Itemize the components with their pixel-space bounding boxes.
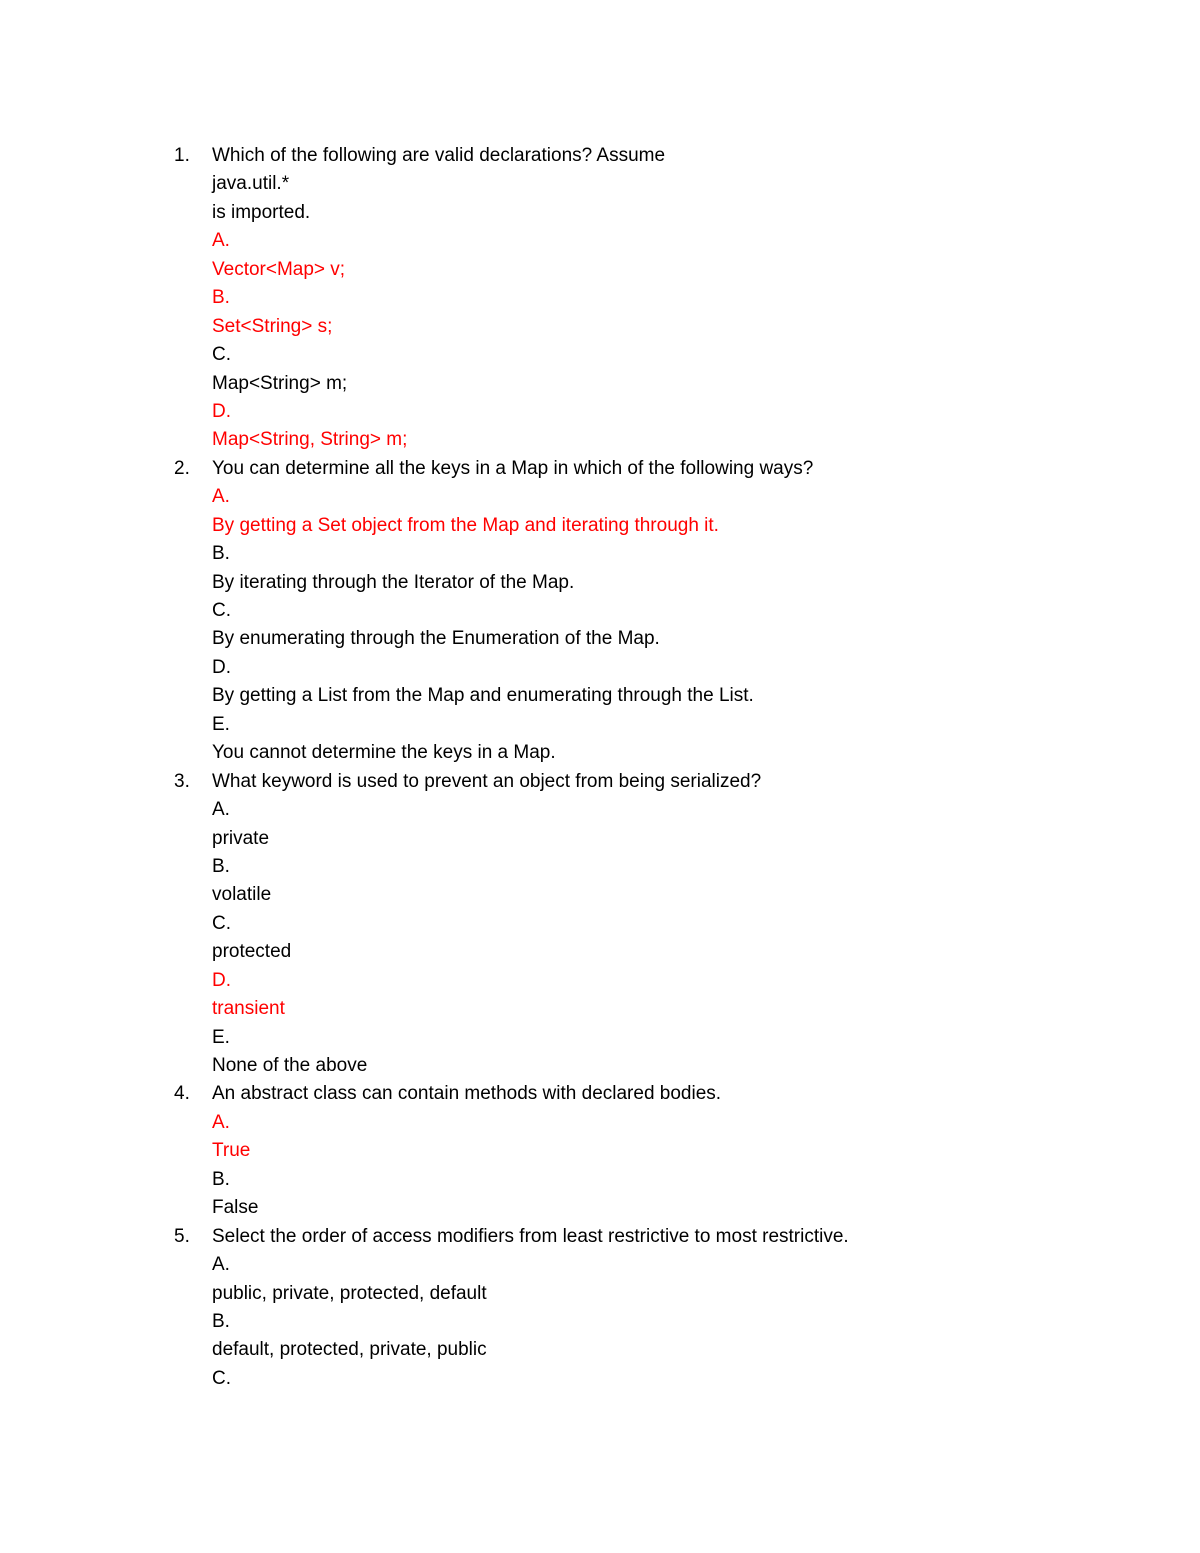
option-text: You cannot determine the keys in a Map. <box>212 742 556 764</box>
option-text-line <box>0 512 1200 540</box>
option-text-line <box>0 1137 1200 1165</box>
option-letter: D. <box>212 969 231 991</box>
question-list <box>0 142 1200 1393</box>
option-letter: B. <box>212 287 230 309</box>
option-text-line <box>0 1052 1200 1080</box>
question-item <box>0 1080 1200 1222</box>
option-letter: E. <box>212 1026 230 1048</box>
option-text-line <box>0 1280 1200 1308</box>
option-text: public, private, protected, default <box>212 1282 487 1304</box>
question-prompt-text: An abstract class can contain methods with declared bodies. <box>212 1083 722 1105</box>
question-item <box>0 455 1200 768</box>
option-text: By iterating through the Iterator of the Map. <box>212 571 575 593</box>
question-prompt-line <box>0 1223 1200 1251</box>
question-number: 1. <box>174 145 190 166</box>
option-text-line <box>0 739 1200 767</box>
option-text-line <box>0 625 1200 653</box>
option-letter-line <box>0 398 1200 426</box>
option-text-line <box>0 1194 1200 1222</box>
option-text-correct: Map<String, String> m; <box>212 429 408 451</box>
option-letter: C. <box>212 1367 231 1389</box>
question-number: 3. <box>174 770 190 792</box>
option-text-line <box>0 1336 1200 1364</box>
question-prompt-line <box>0 455 1200 483</box>
question-item <box>0 768 1200 1081</box>
question-prompt-line <box>0 170 1200 198</box>
option-text-correct: Set<String> s; <box>212 315 333 337</box>
question-item <box>0 142 1200 455</box>
option-letter-line <box>0 654 1200 682</box>
option-text-line <box>0 938 1200 966</box>
option-text-line <box>0 370 1200 398</box>
option-letter: C. <box>212 912 231 934</box>
option-text-line <box>0 313 1200 341</box>
option-text: False <box>212 1197 259 1219</box>
option-letter-line <box>0 853 1200 881</box>
option-letter-line <box>0 341 1200 369</box>
question-item <box>0 1223 1200 1394</box>
option-letter: B. <box>212 543 230 565</box>
question-prompt-text: is imported. <box>212 201 311 223</box>
question-number: 2. <box>174 457 190 479</box>
option-letter: A. <box>212 486 230 508</box>
option-text: By enumerating through the Enumeration of the Map. <box>212 628 660 650</box>
option-letter: D. <box>212 656 231 678</box>
option-letter-line <box>0 1251 1200 1279</box>
option-text: private <box>212 827 270 849</box>
question-prompt-text: What keyword is used to prevent an object from being serialized? <box>212 770 762 792</box>
question-number: 5. <box>174 1225 190 1247</box>
option-text: None of the above <box>212 1055 368 1076</box>
option-letter-line <box>0 796 1200 824</box>
question-prompt-line <box>0 1080 1200 1108</box>
option-letter-line <box>0 540 1200 568</box>
option-letter: A. <box>212 1254 230 1276</box>
question-prompt-line <box>0 199 1200 227</box>
question-number: 4. <box>174 1083 190 1105</box>
option-letter-line <box>0 910 1200 938</box>
option-letter: E. <box>212 713 230 735</box>
option-letter-line <box>0 967 1200 995</box>
option-text-line <box>0 825 1200 853</box>
option-letter: A. <box>212 799 230 821</box>
option-text: volatile <box>212 884 272 906</box>
question-prompt-text: Which of the following are valid declarations? Assume <box>212 145 666 166</box>
option-letter-line <box>0 597 1200 625</box>
option-text-line <box>0 426 1200 454</box>
option-letter: A. <box>212 230 230 252</box>
option-text-line <box>0 569 1200 597</box>
question-prompt-line <box>0 142 1200 170</box>
option-letter: C. <box>212 344 231 366</box>
option-letter: A. <box>212 1111 230 1133</box>
option-text: Map<String> m; <box>212 372 348 394</box>
option-letter: B. <box>212 1310 230 1332</box>
option-text-line <box>0 256 1200 284</box>
option-letter-line <box>0 483 1200 511</box>
option-letter-line <box>0 227 1200 255</box>
option-text-correct: transient <box>212 998 285 1020</box>
question-prompt-text: Select the order of access modifiers from least restrictive to most restrictive. <box>212 1225 849 1247</box>
option-text-correct: By getting a Set object from the Map and iterating through it. <box>212 514 719 536</box>
option-letter-line <box>0 284 1200 312</box>
option-letter: C. <box>212 600 231 621</box>
option-letter-line <box>0 711 1200 739</box>
option-letter: B. <box>212 855 230 877</box>
option-text: default, protected, private, public <box>212 1339 487 1361</box>
option-text-correct: Vector<Map> v; <box>212 258 346 280</box>
option-letter: D. <box>212 400 231 422</box>
option-text-line <box>0 881 1200 909</box>
option-text-correct: True <box>212 1140 251 1162</box>
option-text-line <box>0 682 1200 710</box>
option-text: By getting a List from the Map and enumerating through the List. <box>212 685 754 707</box>
question-prompt-text: You can determine all the keys in a Map in which of the following ways? <box>212 457 814 479</box>
question-prompt-line <box>0 768 1200 796</box>
option-letter: B. <box>212 1168 230 1190</box>
option-letter-line <box>0 1308 1200 1336</box>
question-prompt-text: java.util.* <box>212 173 290 195</box>
option-letter-line <box>0 1365 1200 1393</box>
option-text-line <box>0 995 1200 1023</box>
option-letter-line <box>0 1109 1200 1137</box>
option-text: protected <box>212 941 292 963</box>
option-letter-line <box>0 1024 1200 1052</box>
option-letter-line <box>0 1166 1200 1194</box>
